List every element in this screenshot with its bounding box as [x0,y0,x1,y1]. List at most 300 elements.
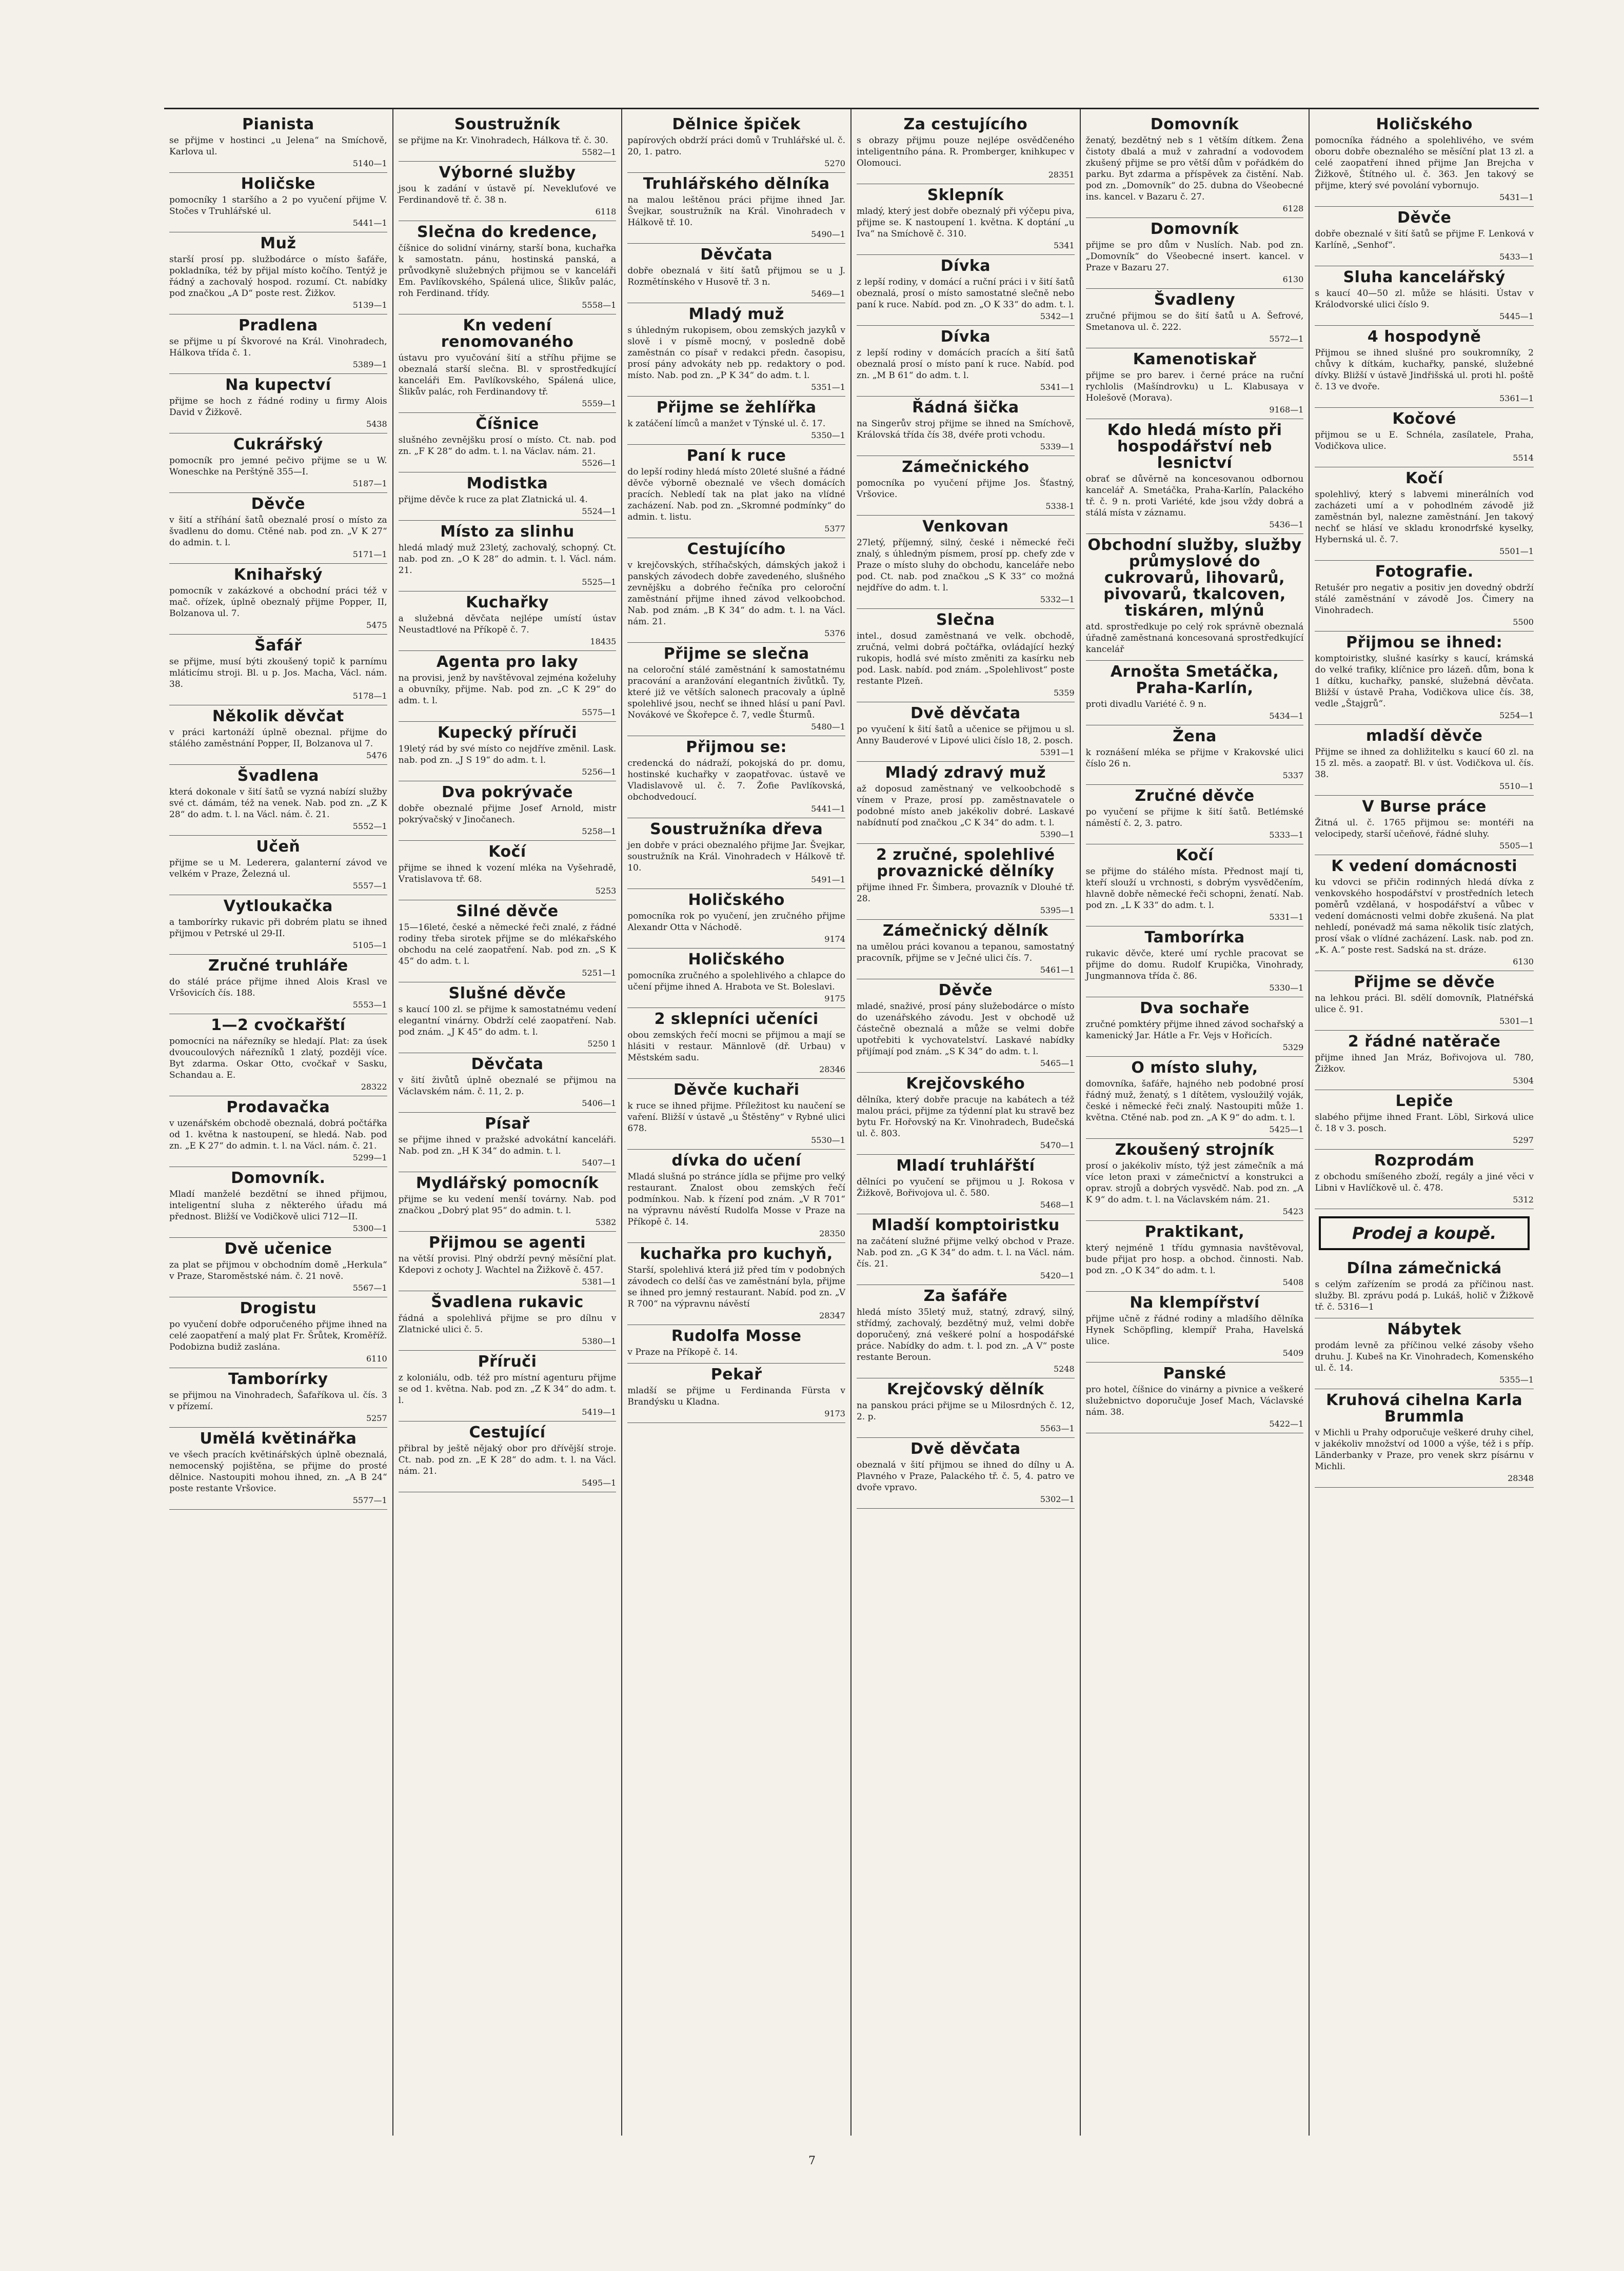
ad-number: 5575—1 [582,707,617,717]
ad-text: Přijme se ihned za dohližitelku s kaucí 60 zl. na 15 zl. měs. a zaopatř. Bl. v úst. Vodičkova ul. čís. 38. [1315,747,1534,780]
ad-number: 5254—1 [1499,710,1534,720]
classified-ad [627,1243,845,1325]
ad-title: Domovník. [231,1169,326,1187]
ad-number: 5425—1 [1269,1124,1304,1134]
ad-text: atd. sprostředkuje po celý rok správně obeznalá úřadně zaměstnaná koncesovaná sprostředkující kancelář [1085,622,1304,655]
classified-ad [399,651,617,722]
ad-title: Pekař [710,1366,762,1384]
ad-title: Nábytek [1387,1320,1461,1338]
ad-text: papírových obdrží práci domů v Truhlářské ul. č. 20, 1. patro. [627,135,845,157]
ad-title: Domovník [1150,220,1239,238]
ad-number: 5423 [1282,1207,1304,1216]
ad-number: 5338-1 [1045,501,1075,511]
ad-title: Děvče [1397,209,1452,227]
ad-number: 5434—1 [1269,711,1304,721]
classified-ad [1086,289,1304,348]
classified-ad [1086,661,1304,725]
ad-number: 5476 [366,751,387,760]
classified-ad [399,722,617,781]
ad-title: Mladý zdravý muž [885,764,1046,782]
ad-text: Mladá slušná po stránce jídla se přijme pro velký restaurant. Znalost obou zemských řečí podmínkou. Nab. k řízení pod znám. „V R 701“ na výpravnu návěstí Rudolfa Mosse v Praze na Příkopě č. 14. [627,1172,845,1227]
ad-text: s kaucí 100 zl. se přijme k samostatnému vedení elegantní vinárny. Obdrží celé zaopatření. Nab. pod znám. „J K 45“ do adm. t. l. [398,1004,617,1037]
ad-number: 5389—1 [352,360,387,369]
ad-title: Agenta pro laky [436,653,579,671]
ad-text: mladý, který jest dobře obeznalý při výčepu piva, přijme se. K nastoupení 1. května. K doptání „u Iva“ na Smíchově č. 310. [856,206,1075,239]
ad-text: hledá místo 35letý muž, statný, zdravý, silný, střídmý, zachovalý, bezdětný muž, velmi dobře doporučený, zná veškeré polní a hospodářské práce. Nabídky do adm. t. l. pod zn. „A V“ poste restante Beroun. [856,1307,1075,1362]
ad-number: 5329 [1282,1042,1304,1052]
ad-text: dělníci po vyučení se přijmou u J. Rokosa v Žižkově, Bořivojova ul. č. 580. [856,1177,1075,1198]
ad-number: 5178—1 [352,691,387,701]
classified-ad [399,982,617,1053]
ad-text: na začátení služné přijme velký obchod v Praze. Nab. pod zn. „G K 34“ do adm. t. l. na Václ. nám. čís. 21. [856,1236,1075,1269]
classified-ad [857,920,1075,979]
ad-text: k zatáčení límců a manžet v Týnské ul. č. 17. [627,419,826,429]
ad-number: 9174 [824,934,845,944]
ad-title: Panské [1163,1365,1226,1383]
classified-ad [857,255,1075,326]
classified-ad [857,184,1075,255]
classified-ad [169,433,387,493]
ad-title: Sklepník [927,186,1004,204]
page-mark: 7 [808,2155,816,2167]
ad-number: 5422—1 [1269,1419,1304,1429]
ad-number: 5524—1 [582,506,617,516]
ad-text: ve všech pracích květinářských úplně obeznalá, nemocenský pojištěna, se přijme do prosté dělnice. Nastoupiti mohou ihned, zn. „A B 24“ poste restante Vršovice. [169,1450,387,1494]
ad-number: 5469—1 [811,289,845,299]
classified-ad [399,900,617,982]
ad-text: na celoroční stálé zaměstnání k samostatnému pracování a aranžování elegantních živůtků. Ty, které již ve větších salonech pracovaly a úplně spolehlivé jsou, nechť se ihned hlásí u paní Pavl. Novákové ve Škořepce č. 7, vedle Šturmů. [627,665,845,720]
ad-title: Tamborírky [228,1370,328,1388]
ad-text: dobře obeznalé přijme Josef Arnold, mistr pokrývačský v Jinočanech. [398,803,617,825]
classified-ad [857,1155,1075,1214]
ad-title: Děvče [251,495,306,513]
ad-text: na Singerův stroj přijme se ihned na Smíchově, Královská třída čís 38, dvéře proti vchodu. [856,419,1075,440]
ad-number: 5382 [595,1217,617,1227]
classified-ad [1086,725,1304,785]
ad-text: do lepší rodiny hledá místo 20leté slušné a řádné děvče výborně obeznalé ve všech domácích pracích. Nebledí tak na plat jako na vlídné zacházení. Nab. pod zn. „Skromné podmínky“ do admin. t. listu. [627,467,845,522]
ad-title: Místo za slinhu [440,523,575,541]
ad-text: 27letý, příjemný, silný, české i německé řeči znalý, s úhledným písmem, prosí pp. chefy zde v Praze o místo sluhy do obchodu, kanceláře nebo pod. Ct. nab. pod značkou „S K 33“ co možná nejdříve do adm. t. l. [856,538,1075,593]
ad-number: 5409 [1282,1348,1304,1358]
ad-number: 5470—1 [1040,1140,1075,1150]
ad-title: Kočové [1392,410,1456,428]
ad-number: 5395—1 [1040,905,1075,915]
ad-number: 5302—1 [1040,1494,1075,1504]
ad-number: 5525—1 [582,577,617,587]
ad-number: 5332—1 [1040,595,1075,604]
classified-ad [1315,326,1534,408]
classified-ad [627,397,845,445]
ad-title: Sluha kancelářský [1343,268,1506,286]
ad-number: 5331—1 [1269,912,1304,922]
classified-ad [857,1214,1075,1285]
classified-ad [1315,408,1534,467]
ad-title: Přijmou se: [686,738,787,756]
ad-title: O místo sluhy, [1131,1059,1258,1077]
classified-ad [857,979,1075,1073]
ad-text: komptoiristky, slušné kasírky s kaucí, krámská do velké trafiky, klíčnice pro lázeň. dům, bona k 1 dítku, kuchařky, panské, služebná děvčata. Bližší v ústavě Praha, Vodičkova ulice čís. 38, vedle „Štajgrů“. [1315,654,1534,709]
ad-title: Švadlena rukavic [431,1293,584,1311]
ad-text: proti divadlu Variété č. 9 n. [1085,699,1206,709]
classified-ad [857,1285,1075,1378]
ad-number: 5495—1 [582,1478,617,1488]
classified-ad [857,456,1075,516]
ad-text: credencká do nádraží, pokojská do pr. domu, hostinské kuchařky v zaopatřovac. ústavě ve Vladislavově ul. č. 7. Žofie Pavlíkovská, obchodvedoucí. [627,758,845,802]
ad-text: přijme učně z řádné rodiny a mladšího dělníka Hynek Schöpfling, klempíř Praha, Havelská ulice. [1085,1314,1304,1347]
ad-number: 5339—1 [1040,442,1075,451]
ad-text: spolehlivý, který s labvemi minerálních vod zacházeti umí a v pohodlném závodě již zaměstnán byl, nalezne zaměstnání. Jen takový nechť se hlásí ve skladu kronodrfské kyselky, Hybernská ul. č. 7. [1315,489,1534,545]
ad-text: v krejčovských, stříhačských, dámských jakož i panských závodech dobře zavedeného, slušného zevnějšku a dobrého řečníka pro celoroční zaměstnání přijme ihned závod velkoobchod. Nab. pod znám. „B K 34“ do adm. t. l. na Václ. nám. 21. [627,560,845,627]
classified-ad [169,1014,387,1096]
ad-title: Písař [485,1115,530,1133]
ad-text: který nejméně 1 třídu gymnasia navštěvoval, bude přijat pro hosp. a obchod. činnosti. Nab. pod zn. „O K 34“ do adm. t. l. [1085,1243,1304,1276]
ad-number: 5514 [1513,453,1534,463]
ad-number: 5438 [366,419,387,429]
classified-ad [399,521,617,591]
ad-number: 5408 [1282,1277,1304,1287]
classified-ad [1315,1090,1534,1150]
ad-title: Cestujícího [687,540,786,558]
ad-title: Několik děvčat [212,707,344,725]
ad-text: na lehkou práci. Bl. sdělí domovník, Platnéřská ulice č. 91. [1315,993,1534,1015]
ad-text: až doposud zaměstnaný ve velkoobchodě s vínem v Praze, prosí pp. zaměstnavatele o podobné místo aneb jakékoliv dobré. Laskavé nabídnutí pod značkou „C K 34“ do adm. t. l. [856,784,1075,828]
ad-text: přijme se pro barev. i černé práce na ruční rychlolis (Mašíndrovku) u L. Klabusaya v Holešově (Morava). [1085,370,1304,403]
ad-title: Drogistu [240,1299,317,1317]
column-6 [1310,109,1539,2136]
ad-title: Zručné truhláře [208,957,348,975]
classified-ad [857,397,1075,456]
ad-title: 2 zručné, spolehlivé provaznické dělníky [876,846,1055,880]
ad-text: na provisi, jenž by navštěvoval zejména koželuhy a obuvníky, přijme. Nab. pod zn. „C K 29“ do adm. t. l. [398,673,617,706]
ad-title: K vedení domácnosti [1331,857,1518,875]
classified-ad [1315,855,1534,971]
ad-title: Kočí [488,843,526,861]
ad-title: Obchodní služby, služby průmyslové do cukrovarů, lihovarů, pivovarů, tkalcoven, tiskáren, mlýnů [1087,536,1302,620]
ad-title: Paní k ruce [686,447,786,465]
classified-ad [627,1364,845,1423]
ad-text: dobře obeznalá v šití šatů přijmou se u J. Rozmětínského v Husově tř. 3 n. [627,266,845,287]
ad-number: 5420—1 [1040,1271,1075,1280]
classified-ad [399,1291,617,1351]
classified-ad [857,1073,1075,1155]
ad-title: Rudolfa Mosse [671,1327,802,1345]
ad-number: 5299—1 [352,1153,387,1162]
ad-text: na umělou práci kovanou a tepanou, samostatný pracovník, přijme se v Ječné ulici čís. 7. [856,942,1075,963]
classified-ad [169,1096,387,1167]
ad-text: s obrazy přijmu pouze nejlépe osvědčeného inteligentního pána. R. Promberger, knihkupec v Olomouci. [856,135,1075,168]
ad-text: se přijme ihned v pražské advokátní kanceláři. Nab. pod zn. „H K 34“ do admin. t. l. [398,1135,617,1156]
classified-ad [399,1232,617,1291]
ad-text: se přijmou na Vinohradech, Šafaříkova ul. čís. 3 v přízemí. [169,1390,387,1412]
classified-ad [857,1438,1075,1509]
ad-text: se přijme u pí Škvorové na Král. Vinohradech, Hálkova třída č. 1. [169,337,387,358]
ad-text: na malou leštěnou práci přijme ihned Jar. Švejkar, soustružník na Král. Vinohradech v Hálkově tř. 10. [627,195,845,228]
ad-title: Přijmou se agenti [428,1234,586,1252]
classified-ad [627,643,845,736]
classified-ad [169,1297,387,1368]
ad-number: 28350 [819,1229,845,1238]
ad-title: Přijme se žehlířka [656,399,817,417]
classified-ad [399,1351,617,1421]
ad-title: Přijme se děvče [1354,973,1495,991]
ad-title: Cukrářský [233,436,323,453]
ad-number: 5351—1 [811,382,845,392]
ad-text: ústavu pro vyučování šití a stříhu přijme se obeznalá starší slečna. Bl. v sprostředkující kanceláři Em. Pavlíkovského, Spálená ulice, Šlikův palác, roh Ferdinandovy tř. [398,353,617,397]
ad-title: Soustružník [454,115,561,133]
ad-text: k ruce se ihned přijme. Příležitost ku naučení se vaření. Bližší v ústavě „u Štěstěny“ v Rybné ulici 678. [627,1101,845,1134]
column-3 [622,109,851,2136]
ad-text: řádná a spolehlivá přijme se pro dílnu v Zlatnické ulici č. 5. [398,1313,617,1335]
ad-title: mladší děvče [1365,727,1483,745]
ad-number: 5391—1 [1040,747,1075,757]
ad-number: 5445—1 [1499,311,1534,321]
ad-number: 5567—1 [352,1283,387,1293]
ad-title: Praktikant, [1144,1223,1245,1241]
classified-ad [169,314,387,374]
ad-text: Mladí manželé bezdětní se ihned přijmou, inteligentní sluha z některého úřadu má přednost. Bližší ve Vodičkově ulici 712—II. [169,1189,387,1222]
ad-number: 5436—1 [1269,520,1304,529]
ad-text: starší prosí pp. službodárce o místo šafáře, pokladníka, též by přijal místo kočího. Tentýž je řádný a zachovalý hospod. rozumí. Ct. nabídky pod značkou „A D“ poste rest. Žižkov. [169,254,387,299]
ad-text: pomocníky 1 staršího a 2 po vyučení přijme V. Stočes v Truhlářské ul. [169,195,387,216]
ad-number: 5490—1 [811,229,845,239]
classified-ad [627,538,845,643]
ad-title: Holičského [688,951,785,969]
ad-text: číšnice do solidní vinárny, starší bona, kuchařka k samostatn. pánu, hostinská panská, a průvodkyně služebných přijmou se v kanceláři Em. Pavlíkovského, Spálená ulice, Šlikův palác, roh Ferdinand. třídy. [398,243,617,299]
classified-ad [1086,1221,1304,1292]
classified-ad [169,564,387,635]
classified-ad [169,635,387,705]
ad-number: 5171—1 [352,549,387,559]
ad-number: 5390—1 [1040,830,1075,839]
ad-title: 2 řádné natěrače [1348,1033,1501,1051]
ad-text: v práci kartonáží úplně obeznal. přijme do stálého zaměstnání Popper, II, Bolzanova ul 7. [169,727,387,749]
ad-number: 5558—1 [582,300,617,310]
ad-number: 5553—1 [352,1000,387,1010]
ad-number: 9175 [824,994,845,1003]
ad-title: Modistka [466,475,548,492]
classified-ad [857,326,1075,397]
ad-number: 5140—1 [352,159,387,168]
classified-ad [627,303,845,397]
ad-text: na panskou práci přijme se u Milosrdných č. 12, 2. p. [856,1400,1075,1422]
ad-text: přijme se ihned k vození mléka na Vyšehradě, Vratislavova tř. 68. [398,863,617,884]
section-heading-sale: Prodej a koupě. [1319,1216,1530,1250]
classified-ad [169,895,387,955]
ad-text: s kaucí 40—50 zl. může se hlásiti. Ústav v Králodvorské ulici číslo 9. [1315,288,1534,310]
ad-text: a služebná děvčata nejlépe umístí ústav Neustadtlové na Příkopě č. 7. [398,614,617,635]
classified-ad [1315,467,1534,561]
classified-ad [399,162,617,221]
ad-number: 5300—1 [352,1223,387,1233]
ad-title: Vytloukačka [223,897,333,915]
ad-text: která dokonale v šití šatů se vyzná nabízí služby své ct. dámám, též na venek. Nab. pod zn. „Z K 28“ do adm. t. l. na Václ. nám. č. 21. [169,787,387,820]
classified-ad [169,955,387,1014]
ad-title: Slečna do kredence, [417,223,598,241]
classified-ad [399,1172,617,1232]
classified-ad [169,1238,387,1297]
ad-text: do stálé práce přijme ihned Alois Krasl ve Vršovicích čís. 188. [169,977,387,998]
ad-title: Kočí [1176,846,1214,864]
ad-number: 5530—1 [811,1135,845,1145]
ad-text: pomocník v zakázkové a obchodní práci též v mač. ořízek, úplně obeznalý přijme Popper, II, Bolzanova ul. 7. [169,586,387,619]
classified-ad [627,949,845,1008]
ad-title: Dvě děvčata [910,704,1021,722]
ad-number: 5139—1 [352,300,387,310]
ad-number: 5253 [595,886,617,896]
ad-number: 5501—1 [1499,546,1534,556]
ad-title: Přijmou se ihned: [1346,634,1503,651]
ad-number: 9168—1 [1269,405,1304,414]
ad-number: 5557—1 [352,881,387,891]
ad-title: Řádná šička [912,399,1019,417]
ad-number: 5258—1 [582,826,617,836]
ad-title: dívka do učení [671,1152,801,1170]
ad-title: Zámečnického [902,458,1029,476]
ad-number: 5572—1 [1269,334,1304,344]
ad-text: z lepší rodiny v domácích pracích a šití šatů obeznalá prosí o místo paní k ruce. Nabíd. pod zn. „M B 61“ do adm. t. l. [856,348,1075,381]
classified-ad [627,1008,845,1079]
ad-title: Pradlena [238,317,318,334]
classified-ad [1315,725,1534,796]
ad-text: a tamborírky rukavic při dobrém platu se ihned přijmou v Petrské ul 29-II. [169,917,387,939]
ad-title: Pianista [242,115,314,133]
classified-ad [1315,971,1534,1031]
classified-ad [1315,796,1534,855]
ad-title: Arnošta Smetáčka, Praha-Karlín, [1110,663,1279,697]
ad-number: 5341—1 [1040,382,1075,392]
ad-number: 6118 [595,207,617,216]
ad-text: obrať se důvěrně na koncesovanou odbornou kancelář A. Smetáčka, Praha-Karlín, Palackého tř. č. 9 n. proti Variété, kde jsou vždy dobrá a stálá místa v záznamu. [1085,474,1304,518]
ad-text: z koloniálu, odb. též pro místní agenturu přijme se od 1. května. Nab. pod zn. „Z K 34“ do adm. t. l. [398,1373,617,1406]
classified-ad [627,1150,845,1243]
ad-number: 5256—1 [582,767,617,777]
ad-title: Děvče [938,981,993,999]
ad-title: Děvčata [471,1055,544,1073]
ad-text: po vyučení dobře odporučeného přijme ihned na celé zaopatření a malý plat Fr. Šrůtek, Kroměříž. Podobizna budiž zaslána. [169,1319,387,1352]
ad-text: slušného zevnějšku prosí o místo. Ct. nab. pod zn. „F K 28“ do adm. t. l. na Václav. nám. 21. [398,435,617,457]
classified-ad [169,1428,387,1510]
classified-ad [1086,534,1304,661]
ad-number: 5526—1 [582,458,617,468]
classified-ad [1086,1057,1304,1139]
ad-title: Knihařský [233,566,323,584]
ad-title: kuchařka pro kuchyň, [640,1245,833,1263]
ad-text: pomocníci na nářezníky se hledají. Plat: za úsek dvoucoulových nářezníků 1 zlatý, později více. Byt zdarma. Oskar Otto, cvočkař v Sasku, Schandau a. E. [169,1036,387,1080]
classified-ad [627,889,845,949]
classified-ad [169,765,387,836]
ad-number: 5419—1 [582,1407,617,1417]
ad-text: přijme se pro dům v Nuslích. Nab. pod zn. „Domovník“ do Všeobecné insert. kancel. v Praze v Bazaru 27. [1085,240,1304,273]
classified-ad [399,841,617,900]
ad-title: Slečna [936,611,995,629]
ad-title: Soustružníka dřeva [650,820,823,838]
ad-text: po vyučení k šití šatů a učenice se přijmou u sl. Anny Bauderové v Lipové ulici číslo 18, 2. posch. [856,724,1075,746]
classified-ad [1315,1318,1534,1389]
classified-ad [627,736,845,818]
ad-text: z obchodu smíšeného zboží, regály a jiné věci v Libni v Havlíčkově ul. č. 478. [1315,1172,1534,1193]
ad-text: se přijme v hostinci „u Jelena“ na Smíchově, Karlova ul. [169,135,387,157]
ad-number: 28348 [1508,1473,1534,1483]
ad-title: Švadlena [237,767,319,785]
ad-text: jen dobře v práci obeznalého přijme Jar. Švejkar, soustružník na Král. Vinohradech v Hálkově tř. 10. [627,840,845,873]
ad-title: Rozprodám [1374,1152,1475,1170]
ad-title: Žena [1173,727,1217,745]
ad-number: 5355—1 [1499,1375,1534,1385]
ad-title: Dívka [940,328,991,346]
ad-number: 5341 [1053,241,1075,250]
ad-title: Za šafáře [923,1287,1008,1305]
ad-text: obeznalá v šití přijmou se ihned do dílny u A. Plavného v Praze, Palackého tř. č. 5, 4. patro ve dvoře vpravo. [856,1460,1075,1493]
ad-text: přijme děvče k ruce za plat Zlatnická ul. 4. [398,495,588,505]
classified-ad [1086,113,1304,218]
ad-text: obou zemských řečí mocni se přijmou a mají se hlásiti v restaur. Männlově (dř. Urbau) v Městském sadu. [627,1030,845,1063]
ad-number: 5377 [824,524,845,534]
classified-ad [857,609,1075,702]
ad-number: 28322 [361,1082,387,1092]
classified-ad [169,1368,387,1428]
ad-number: 9173 [824,1409,845,1418]
ad-title: Krejčovský dělník [887,1380,1044,1398]
ad-number: 5559—1 [582,399,617,408]
ad-number: 5251—1 [582,968,617,978]
ad-text: domovníka, šafáře, hajného neb podobné prosí řádný muž, ženatý, s 1 dítětem, vysloužilý voják, české i německé řeči znalý. Nastoupiti může 1. května. Ctěné nab. pod zn. „A K 9“ do adm. t. l. [1085,1079,1304,1123]
classified-ad [399,221,617,314]
ad-text: v Praze na Příkopě č. 14. [627,1347,738,1357]
ad-number: 5563—1 [1040,1424,1075,1433]
ad-title: Přijme se slečna [663,645,809,663]
classified-ad [1315,631,1534,725]
ad-title: Zkoušený strojník [1115,1141,1275,1159]
classified-ad [1315,561,1534,631]
ad-title: Za cestujícího [903,115,1028,133]
ad-number: 5333—1 [1269,830,1304,840]
ad-title: Fotografie. [1375,563,1474,581]
column-2 [393,109,623,2136]
classified-ad [169,493,387,564]
ad-title: Děvče kuchaři [673,1081,800,1099]
ad-title: Dvě děvčata [910,1440,1021,1458]
ad-title: Kupecký příruči [438,724,577,742]
classified-ad [857,1378,1075,1438]
ad-number: 5105—1 [352,940,387,950]
classified-ad [857,516,1075,609]
classified-ad [399,113,617,162]
ad-number: 5433—1 [1499,252,1534,262]
classified-ad [627,244,845,303]
ad-title: Příruči [478,1353,537,1371]
ad-text: přijmou se u E. Schnéla, zasílatele, Praha, Vodičkova ulice. [1315,430,1534,451]
ad-number: 5342—1 [1040,311,1075,321]
ad-title: Dva pokrývače [442,783,573,801]
classified-ad [627,818,845,889]
ad-number: 5552—1 [352,821,387,831]
classified-ad [399,413,617,472]
ad-title: Kn vedení renomovaného [441,317,574,351]
classified-ad [1086,844,1304,926]
ad-number: 5582—1 [582,147,617,157]
ad-title: V Burse práce [1362,798,1487,816]
ad-text: dělníka, který dobře pracuje na kabátech a též malou práci, přijme za týdenní plat ku stravě bez bytu Fr. Hořovský na Kr. Vinohradech, Budečská ul. č. 803. [856,1095,1075,1139]
ad-number: 6130 [1282,274,1304,284]
classified-ad [399,472,617,521]
ad-number: 5312 [1513,1195,1534,1204]
ad-number: 5500 [1513,617,1534,627]
ad-title: Tamborírka [1144,929,1245,946]
ad-text: přijme se u M. Lederera, galanterní závod ve velkém v Praze, Železná ul. [169,858,387,879]
ad-title: Slušné děvče [448,984,566,1002]
ad-text: hledá mladý muž 23letý, zachovalý, schopný. Ct. nab. pod zn. „O K 28“ do admin. t. l. Václ. nám. 21. [398,543,617,576]
ad-number: 28347 [819,1311,845,1320]
